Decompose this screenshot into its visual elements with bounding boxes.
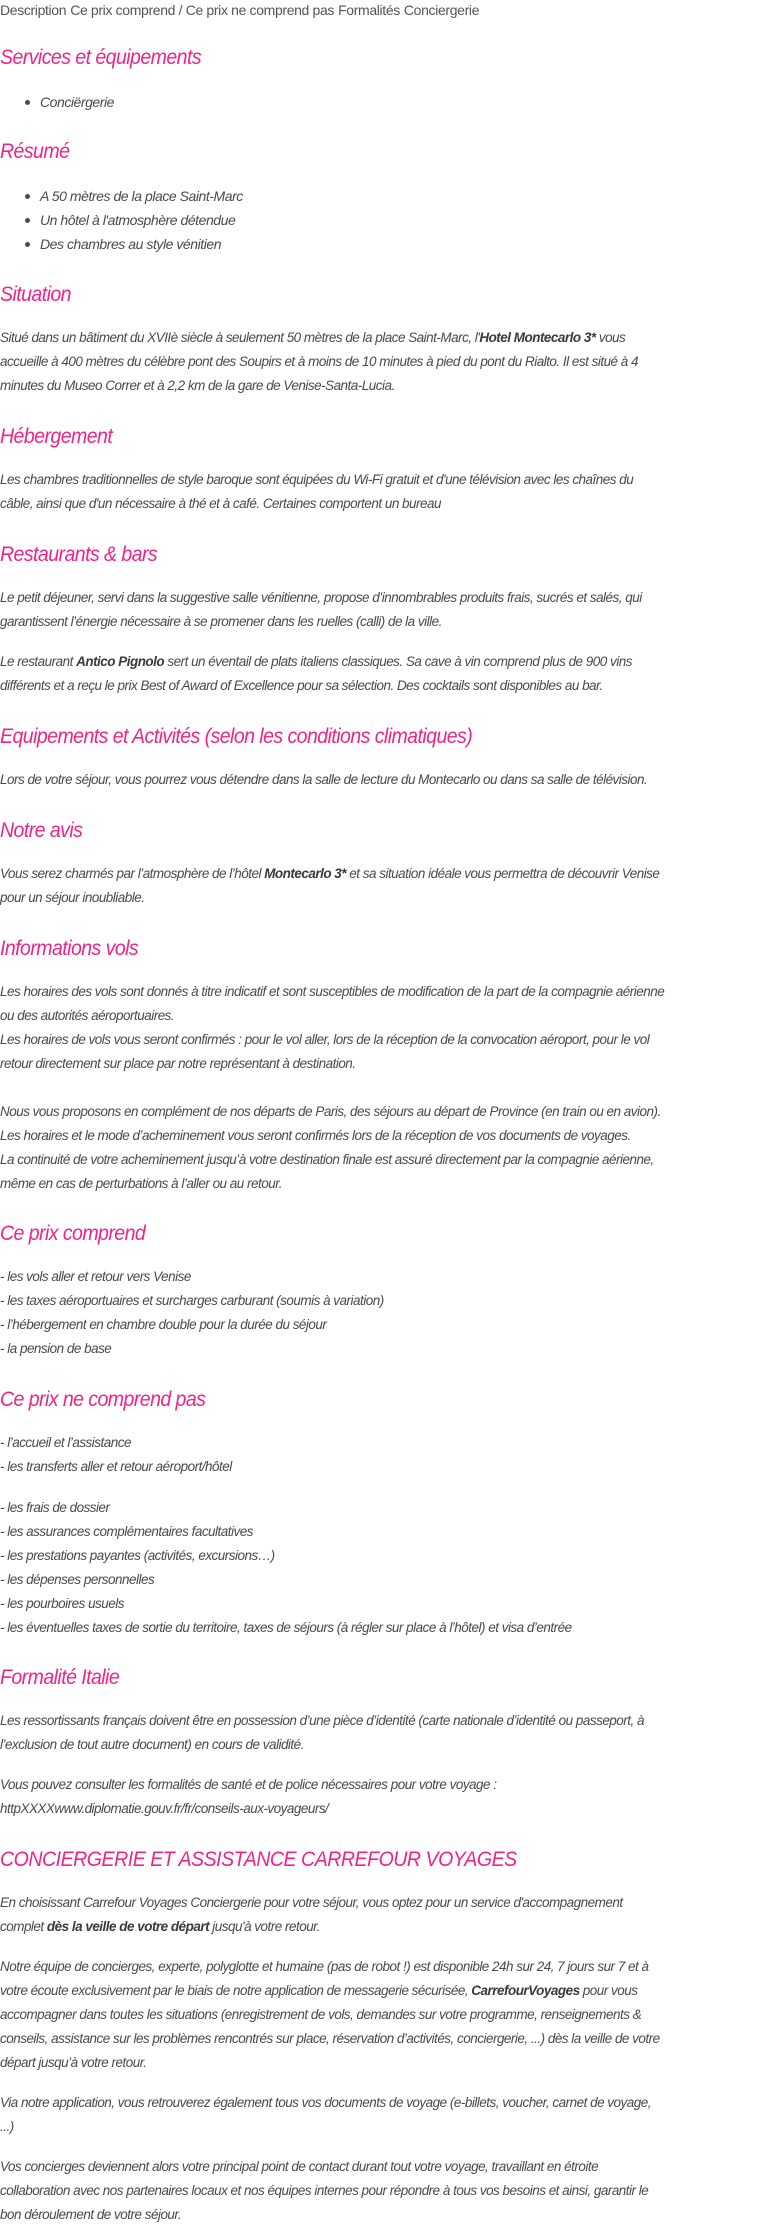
list-item: - l’accueil et l’assistance bbox=[0, 1435, 131, 1450]
list-item: Conciërgerie bbox=[0, 90, 114, 114]
comprend-list bbox=[0, 1265, 758, 1361]
conciergerie-text-3: Via notre application, vous retrouverez également tous vos documents de voyage (e-billets, voucher, carnet de voyage, ...) bbox=[0, 2095, 651, 2134]
conciergerie-title: CONCIERGERIE ET ASSISTANCE CARREFOUR VOYAGES bbox=[0, 1848, 517, 1871]
conciergerie-text-4: Vos concierges deviennent alors votre principal point de contact durant tout votre voyage, travaillant en étroite collaboration avec nos partenaires locaux et nos équipes internes pour répondre à tous vos besoins et ainsi, garantir le bon déroulement de votre séjour. bbox=[0, 2159, 649, 2222]
conciergerie-text-2: Notre équipe de concierges, experte, polyglotte et humaine (pas de robot !) est disponible 24h sur 24, 7 jours sur 7 et à votre écoute exclusivement par le biais de notre application de messagerie sécurisée, CarrefourVoyages pour vous accompagner dans toutes les situations (enregistrement de vols, demandes sur votre programme, renseignements & conseils, assistance sur les problèmes rencontrés sur place, réservation d’activités, conciergerie, ...) dès la veille de votre départ jusqu’à votre retour. bbox=[0, 1959, 660, 2070]
section-nav bbox=[0, 1, 483, 19]
equipements-text: Lors de votre séjour, vous pourrez vous détendre dans la salle de lecture du Montecarlo ou dans sa salle de télévision. bbox=[0, 772, 648, 787]
resume-title: Résumé bbox=[0, 140, 70, 163]
list-item: A 50 mètres de la place Saint-Marc bbox=[0, 184, 243, 208]
ne-comprend-list-2 bbox=[0, 1496, 758, 1640]
hebergement-text: Les chambres traditionnelles de style baroque sont équipées du Wi-Fi gratuit et d'une télévision avec les chaînes du câble, ainsi que d'un nécessaire à thé et à café. Certaines comportent un bureau bbox=[0, 472, 634, 511]
list-item: Un hôtel à l'atmosphère détendue bbox=[0, 208, 243, 232]
nav-link-conciergerie[interactable]: Conciergerie bbox=[403, 2, 480, 18]
bullet-icon bbox=[25, 100, 30, 105]
bullet-icon bbox=[25, 194, 30, 199]
list-item: - les assurances complémentaires facultatives bbox=[0, 1524, 253, 1539]
list-item: - les pourboires usuels bbox=[0, 1596, 125, 1611]
avis-title: Notre avis bbox=[0, 819, 83, 842]
list-item: - les transferts aller et retour aéroport/hôtel bbox=[0, 1459, 232, 1474]
vols-text-2: Nous vous proposons en complément de nos départs de Paris, des séjours au départ de Province (en train ou en avion). Les horaires et le mode d’acheminement vous seront confirmés lors de la réception de vos documents de voyages. La continuité de votre acheminement jusqu’à votre destination finale est assuré directement par la compagnie aérienne, même en cas de perturbations à l’aller ou au retour. bbox=[0, 1104, 661, 1191]
list-item: - la pension de base bbox=[0, 1341, 112, 1356]
list-item: - l’hébergement en chambre double pour la durée du séjour bbox=[0, 1317, 327, 1332]
list-item: - les dépenses personnelles bbox=[0, 1572, 155, 1587]
bullet-icon bbox=[25, 218, 30, 223]
nav-link-description[interactable]: Description bbox=[0, 2, 67, 18]
vols-text-1: Les horaires des vols sont donnés à titre indicatif et sont susceptibles de modification de la part de la compagnie aérienne ou des autorités aéroportuaires. Les horaires de vols vous seront confirmés : pour le vol aller, lors de la réception de la convocation aéroport, pour le vol retour directement sur place par notre représentant à destination. bbox=[0, 984, 665, 1071]
avis-text: Vous serez charmés par l’atmosphère de l’hôtel Montecarlo 3* et sa situation idéale vous permettra de découvrir Venise pour un séjour inoubliable. bbox=[0, 866, 660, 905]
hebergement-title: Hébergement bbox=[0, 425, 113, 448]
list-item: - les éventuelles taxes de sortie du territoire, taxes de séjours (à régler sur place à l’hôtel) et visa d’entrée bbox=[0, 1620, 572, 1635]
list-item: - les prestations payantes (activités, excursions…) bbox=[0, 1548, 275, 1563]
bullet-icon bbox=[25, 242, 30, 247]
restaurants-title: Restaurants & bars bbox=[0, 543, 158, 566]
equipements-title: Equipements et Activités (selon les conditions climatiques) bbox=[0, 725, 473, 748]
nav-link-prix[interactable]: Ce prix comprend / Ce prix ne comprend pas bbox=[70, 2, 335, 18]
resume-list bbox=[0, 184, 243, 256]
services-title: Services et équipements bbox=[0, 46, 202, 69]
list-item: Des chambres au style vénitien bbox=[0, 232, 243, 256]
conciergerie-text-1: En choisissant Carrefour Voyages Conciergerie pour votre séjour, vous optez pour un service d'accompagnement complet dès la veille de votre départ jusqu'à votre retour. bbox=[0, 1895, 623, 1934]
comprend-title: Ce prix comprend bbox=[0, 1222, 146, 1245]
list-item: - les vols aller et retour vers Venise bbox=[0, 1269, 191, 1284]
diplomatie-link: httpXXXXwww.diplomatie.gouv.fr/fr/conseils-aux-voyageurs/ bbox=[0, 1801, 329, 1816]
list-item: - les taxes aéroportuaires et surcharges carburant (soumis à variation) bbox=[0, 1293, 384, 1308]
nav-link-formalites[interactable]: Formalités bbox=[338, 2, 400, 18]
formalite-text-2: Vous pouvez consulter les formalités de santé et de police nécessaires pour votre voyage : httpXXXXwww.diplomatie.gouv.fr/fr/conseils-aux-voyageurs/ bbox=[0, 1773, 758, 1821]
services-list bbox=[0, 90, 114, 114]
formalite-text-1: Les ressortissants français doivent être en possession d’une pièce d’identité (carte nationale d’identité ou passeport, à l’exclusion de tout autre document) en cours de validité. bbox=[0, 1713, 645, 1752]
vols-title: Informations vols bbox=[0, 937, 139, 960]
ne-comprend-list-1 bbox=[0, 1431, 758, 1479]
situation-title: Situation bbox=[0, 283, 71, 306]
restaurants-text-1: Le petit déjeuner, servi dans la suggestive salle vénitienne, propose d’innombrables produits frais, sucrés et salés, qui garantissent l’énergie nécessaire à se promener dans les ruelles (calli) de la ville. bbox=[0, 590, 642, 629]
restaurants-text-2: Le restaurant Antico Pignolo sert un éventail de plats italiens classiques. Sa cave à vin comprend plus de 900 vins différents et a reçu le prix Best of Award of Excellence pour sa sélection. Des cocktails sont disponibles au bar. bbox=[0, 654, 632, 693]
formalite-title: Formalité Italie bbox=[0, 1666, 120, 1689]
list-item: - les frais de dossier bbox=[0, 1500, 110, 1515]
situation-text: Situé dans un bâtiment du XVIIè siècle à seulement 50 mètres de la place Saint-Marc, l'Hotel Montecarlo 3* vous accueille à 400 mètres du célèbre pont des Soupirs et à moins de 10 minutes à pied du pont du Rialto. Il est situé à 4 minutes du Museo Correr et à 2,2 km de la gare de Venise-Santa-Lucia. bbox=[0, 330, 639, 393]
ne-comprend-title: Ce prix ne comprend pas bbox=[0, 1388, 206, 1411]
